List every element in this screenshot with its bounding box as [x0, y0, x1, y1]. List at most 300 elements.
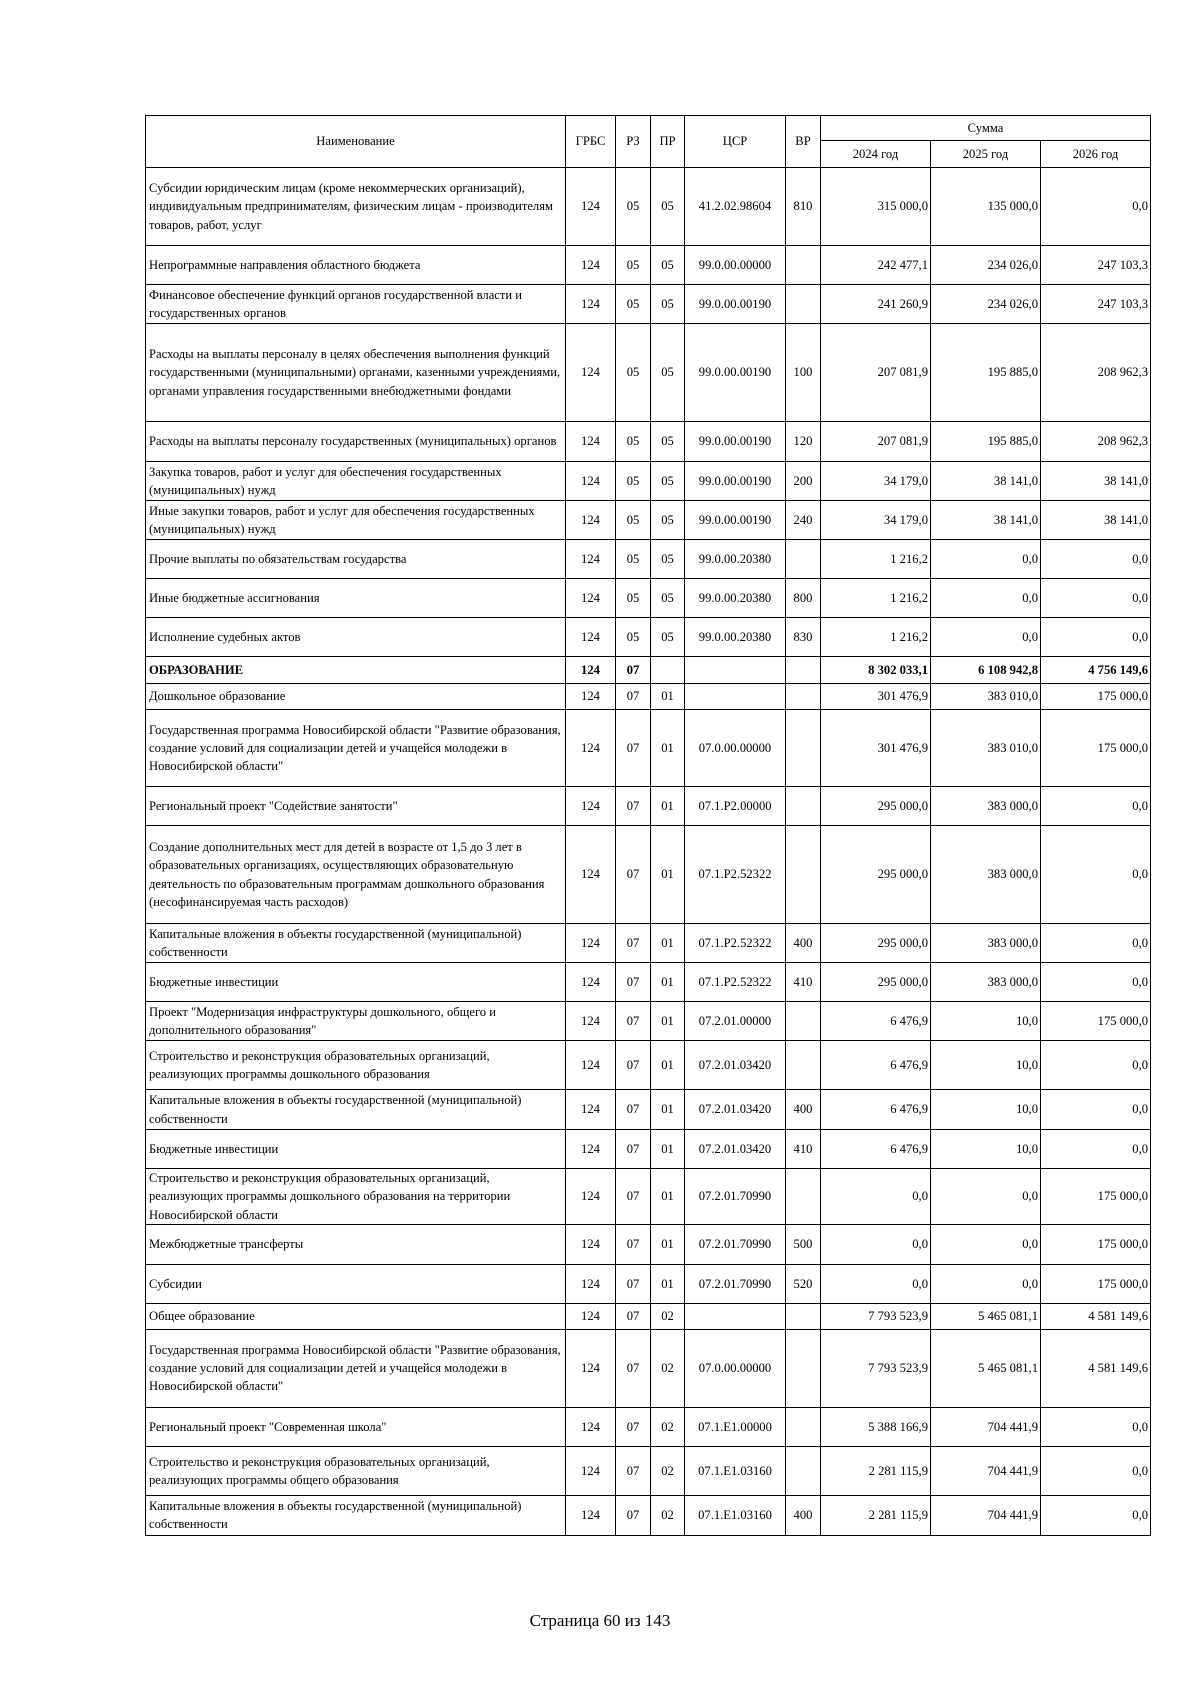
cell-csr: 07.1.P2.52322 [685, 826, 786, 924]
table-row [146, 787, 1151, 826]
cell-y2026: 0,0 [1041, 963, 1151, 1002]
table-row [146, 826, 1151, 924]
cell-csr: 99.0.00.00190 [685, 422, 786, 462]
cell-grbs: 124 [566, 285, 616, 324]
cell-name: Общее образование [146, 1303, 566, 1329]
cell-csr: 07.2.01.00000 [685, 1002, 786, 1041]
table-row [146, 1090, 1151, 1130]
cell-y2025: 10,0 [931, 1002, 1041, 1041]
cell-csr: 99.0.00.20380 [685, 540, 786, 579]
cell-vr [786, 246, 821, 285]
cell-rz: 07 [616, 787, 651, 826]
cell-y2024: 0,0 [821, 1264, 931, 1303]
cell-grbs: 124 [566, 787, 616, 826]
cell-name: Закупка товаров, работ и услуг для обеспечения государственных (муниципальных) нужд [146, 462, 566, 501]
cell-vr: 520 [786, 1264, 821, 1303]
cell-rz: 05 [616, 462, 651, 501]
cell-vr: 240 [786, 501, 821, 540]
cell-name: Расходы на выплаты персоналу в целях обеспечения выполнения функций государственными (муниципальными) органами, казенными учреждениями, органами управления государственными внебюджетными фондами [146, 324, 566, 422]
cell-grbs: 124 [566, 540, 616, 579]
cell-grbs: 124 [566, 1224, 616, 1264]
table-row [146, 579, 1151, 618]
cell-y2026: 0,0 [1041, 1041, 1151, 1090]
cell-pr: 01 [651, 826, 685, 924]
cell-pr: 01 [651, 787, 685, 826]
cell-y2026: 0,0 [1041, 1407, 1151, 1446]
cell-y2024: 0,0 [821, 1169, 931, 1225]
cell-y2024: 1 216,2 [821, 579, 931, 618]
cell-csr: 99.0.00.00190 [685, 285, 786, 324]
cell-y2025: 5 465 081,1 [931, 1329, 1041, 1407]
cell-rz: 07 [616, 1446, 651, 1495]
cell-y2024: 315 000,0 [821, 168, 931, 246]
cell-pr: 02 [651, 1329, 685, 1407]
cell-rz: 05 [616, 501, 651, 540]
cell-name: Строительство и реконструкция образовательных организаций, реализующих программы дошкольного образования на территории Новосибирской области [146, 1169, 566, 1225]
cell-y2026: 0,0 [1041, 540, 1151, 579]
cell-rz: 07 [616, 963, 651, 1002]
table-row [146, 1041, 1151, 1090]
cell-y2025: 383 010,0 [931, 684, 1041, 710]
cell-y2024: 301 476,9 [821, 684, 931, 710]
cell-pr: 05 [651, 540, 685, 579]
cell-rz: 05 [616, 618, 651, 657]
table-row [146, 684, 1151, 710]
cell-rz: 07 [616, 924, 651, 963]
cell-vr: 830 [786, 618, 821, 657]
cell-pr: 01 [651, 1224, 685, 1264]
cell-y2026: 175 000,0 [1041, 1169, 1151, 1225]
cell-rz: 07 [616, 1303, 651, 1329]
cell-y2026: 0,0 [1041, 1130, 1151, 1169]
cell-pr: 02 [651, 1495, 685, 1535]
cell-vr [786, 1169, 821, 1225]
cell-csr: 07.2.01.70990 [685, 1224, 786, 1264]
cell-vr: 200 [786, 462, 821, 501]
cell-grbs: 124 [566, 710, 616, 787]
cell-y2025: 234 026,0 [931, 246, 1041, 285]
cell-name: ОБРАЗОВАНИЕ [146, 657, 566, 684]
cell-rz: 07 [616, 1090, 651, 1130]
header-year-2026: 2026 год [1041, 141, 1151, 168]
cell-name: Прочие выплаты по обязательствам государства [146, 540, 566, 579]
table-row [146, 501, 1151, 540]
cell-y2026: 175 000,0 [1041, 1224, 1151, 1264]
cell-csr: 07.2.01.70990 [685, 1264, 786, 1303]
cell-y2024: 6 476,9 [821, 1002, 931, 1041]
cell-name: Финансовое обеспечение функций органов государственной власти и государственных органов [146, 285, 566, 324]
table-row [146, 540, 1151, 579]
cell-grbs: 124 [566, 1303, 616, 1329]
cell-vr [786, 1041, 821, 1090]
cell-y2024: 295 000,0 [821, 787, 931, 826]
cell-y2024: 295 000,0 [821, 963, 931, 1002]
cell-grbs: 124 [566, 618, 616, 657]
cell-y2026: 175 000,0 [1041, 710, 1151, 787]
cell-csr: 07.0.00.00000 [685, 710, 786, 787]
cell-y2025: 6 108 942,8 [931, 657, 1041, 684]
cell-y2025: 0,0 [931, 1224, 1041, 1264]
cell-csr [685, 684, 786, 710]
cell-y2024: 242 477,1 [821, 246, 931, 285]
cell-vr: 410 [786, 963, 821, 1002]
cell-name: Создание дополнительных мест для детей в возрасте от 1,5 до 3 лет в образовательных организациях, осуществляющих образовательную деятельность по образовательным программам дошкольного образования (несофинансируемая часть расходов) [146, 826, 566, 924]
cell-pr: 02 [651, 1407, 685, 1446]
cell-grbs: 124 [566, 1446, 616, 1495]
cell-csr: 99.0.00.00190 [685, 324, 786, 422]
cell-rz: 05 [616, 324, 651, 422]
cell-y2024: 241 260,9 [821, 285, 931, 324]
cell-y2026: 247 103,3 [1041, 246, 1151, 285]
cell-grbs: 124 [566, 924, 616, 963]
table-row [146, 963, 1151, 1002]
cell-grbs: 124 [566, 1264, 616, 1303]
cell-rz: 07 [616, 657, 651, 684]
cell-y2025: 704 441,9 [931, 1407, 1041, 1446]
cell-grbs: 124 [566, 246, 616, 285]
table-row [146, 422, 1151, 462]
cell-vr: 810 [786, 168, 821, 246]
cell-grbs: 124 [566, 579, 616, 618]
cell-y2026: 175 000,0 [1041, 684, 1151, 710]
cell-y2026: 0,0 [1041, 1090, 1151, 1130]
cell-csr: 07.1.E1.03160 [685, 1446, 786, 1495]
cell-y2024: 6 476,9 [821, 1090, 931, 1130]
cell-grbs: 124 [566, 1090, 616, 1130]
cell-rz: 07 [616, 710, 651, 787]
table-row [146, 710, 1151, 787]
cell-y2026: 0,0 [1041, 924, 1151, 963]
cell-y2024: 1 216,2 [821, 540, 931, 579]
cell-y2026: 0,0 [1041, 787, 1151, 826]
cell-grbs: 124 [566, 462, 616, 501]
cell-name: Субсидии [146, 1264, 566, 1303]
cell-pr: 02 [651, 1446, 685, 1495]
cell-y2025: 0,0 [931, 579, 1041, 618]
cell-y2025: 383 000,0 [931, 787, 1041, 826]
cell-y2026: 4 581 149,6 [1041, 1303, 1151, 1329]
cell-csr: 07.0.00.00000 [685, 1329, 786, 1407]
cell-y2025: 38 141,0 [931, 501, 1041, 540]
table-row [146, 1169, 1151, 1225]
table-row [146, 246, 1151, 285]
cell-rz: 07 [616, 1407, 651, 1446]
cell-grbs: 124 [566, 1407, 616, 1446]
cell-y2024: 34 179,0 [821, 462, 931, 501]
cell-pr: 01 [651, 1090, 685, 1130]
cell-y2024: 7 793 523,9 [821, 1303, 931, 1329]
cell-pr: 01 [651, 1169, 685, 1225]
cell-vr [786, 787, 821, 826]
cell-grbs: 124 [566, 1002, 616, 1041]
cell-y2026: 247 103,3 [1041, 285, 1151, 324]
table-row [146, 1329, 1151, 1407]
cell-name: Субсидии юридическим лицам (кроме некоммерческих организаций), индивидуальным предпринимателям, физическим лицам - производителям товаров, работ, услуг [146, 168, 566, 246]
cell-csr: 99.0.00.00190 [685, 462, 786, 501]
cell-y2024: 5 388 166,9 [821, 1407, 931, 1446]
cell-name: Региональный проект "Современная школа" [146, 1407, 566, 1446]
cell-y2026: 38 141,0 [1041, 501, 1151, 540]
header-csr: ЦСР [685, 116, 786, 168]
header-year-2024: 2024 год [821, 141, 931, 168]
table-row [146, 1002, 1151, 1041]
header-vr: ВР [786, 116, 821, 168]
cell-rz: 05 [616, 285, 651, 324]
cell-pr: 01 [651, 684, 685, 710]
cell-grbs: 124 [566, 1041, 616, 1090]
cell-rz: 07 [616, 1329, 651, 1407]
cell-vr [786, 1407, 821, 1446]
cell-y2026: 38 141,0 [1041, 462, 1151, 501]
cell-name: Иные закупки товаров, работ и услуг для обеспечения государственных (муниципальных) нужд [146, 501, 566, 540]
cell-grbs: 124 [566, 1169, 616, 1225]
header-grbs: ГРБС [566, 116, 616, 168]
cell-vr [786, 1329, 821, 1407]
cell-name: Строительство и реконструкция образовательных организаций, реализующих программы дошкольного образования [146, 1041, 566, 1090]
cell-vr [786, 826, 821, 924]
cell-y2024: 295 000,0 [821, 924, 931, 963]
cell-grbs: 124 [566, 1329, 616, 1407]
cell-y2024: 6 476,9 [821, 1130, 931, 1169]
cell-y2025: 704 441,9 [931, 1495, 1041, 1535]
cell-vr: 400 [786, 1495, 821, 1535]
cell-name: Проект "Модернизация инфраструктуры дошкольного, общего и дополнительного образования" [146, 1002, 566, 1041]
cell-y2025: 195 885,0 [931, 324, 1041, 422]
cell-y2026: 0,0 [1041, 618, 1151, 657]
cell-grbs: 124 [566, 324, 616, 422]
cell-rz: 05 [616, 168, 651, 246]
table-row [146, 657, 1151, 684]
page-number: Страница 60 из 143 [529, 1611, 671, 1630]
cell-name: Непрограммные направления областного бюджета [146, 246, 566, 285]
cell-name: Дошкольное образование [146, 684, 566, 710]
cell-name: Бюджетные инвестиции [146, 1130, 566, 1169]
cell-y2025: 5 465 081,1 [931, 1303, 1041, 1329]
cell-csr: 99.0.00.20380 [685, 579, 786, 618]
cell-csr: 99.0.00.00190 [685, 501, 786, 540]
cell-csr: 07.2.01.70990 [685, 1169, 786, 1225]
cell-y2026: 4 756 149,6 [1041, 657, 1151, 684]
cell-y2024: 2 281 115,9 [821, 1495, 931, 1535]
header-name: Наименование [146, 116, 566, 168]
table-row [146, 1303, 1151, 1329]
cell-vr [786, 710, 821, 787]
cell-pr: 01 [651, 1002, 685, 1041]
cell-name: Капитальные вложения в объекты государственной (муниципальной) собственности [146, 1495, 566, 1535]
cell-y2025: 383 010,0 [931, 710, 1041, 787]
cell-vr: 400 [786, 924, 821, 963]
cell-pr: 05 [651, 462, 685, 501]
cell-y2026: 208 962,3 [1041, 422, 1151, 462]
cell-rz: 07 [616, 826, 651, 924]
table-row [146, 168, 1151, 246]
cell-y2024: 0,0 [821, 1224, 931, 1264]
cell-y2025: 0,0 [931, 618, 1041, 657]
table-row [146, 618, 1151, 657]
cell-pr: 01 [651, 963, 685, 1002]
cell-y2026: 0,0 [1041, 168, 1151, 246]
cell-csr: 07.2.01.03420 [685, 1090, 786, 1130]
cell-pr: 05 [651, 501, 685, 540]
cell-vr: 120 [786, 422, 821, 462]
cell-y2024: 6 476,9 [821, 1041, 931, 1090]
cell-name: Иные бюджетные ассигнования [146, 579, 566, 618]
cell-rz: 05 [616, 540, 651, 579]
cell-name: Межбюджетные трансферты [146, 1224, 566, 1264]
cell-pr: 05 [651, 285, 685, 324]
cell-vr [786, 684, 821, 710]
cell-y2024: 8 302 033,1 [821, 657, 931, 684]
cell-vr [786, 285, 821, 324]
cell-y2026: 175 000,0 [1041, 1002, 1151, 1041]
cell-rz: 07 [616, 1041, 651, 1090]
cell-rz: 07 [616, 1264, 651, 1303]
cell-grbs: 124 [566, 684, 616, 710]
cell-name: Расходы на выплаты персоналу государственных (муниципальных) органов [146, 422, 566, 462]
cell-pr: 05 [651, 168, 685, 246]
cell-grbs: 124 [566, 1130, 616, 1169]
table-row [146, 324, 1151, 422]
header-sum: Сумма [821, 116, 1151, 141]
cell-csr: 07.1.E1.03160 [685, 1495, 786, 1535]
cell-y2024: 2 281 115,9 [821, 1446, 931, 1495]
cell-y2025: 10,0 [931, 1090, 1041, 1130]
cell-y2025: 0,0 [931, 1169, 1041, 1225]
cell-pr: 01 [651, 1130, 685, 1169]
cell-rz: 05 [616, 422, 651, 462]
cell-y2026: 0,0 [1041, 1495, 1151, 1535]
cell-grbs: 124 [566, 657, 616, 684]
header-year-2025: 2025 год [931, 141, 1041, 168]
cell-y2024: 1 216,2 [821, 618, 931, 657]
table-row [146, 1224, 1151, 1264]
cell-pr: 01 [651, 1041, 685, 1090]
table-row [146, 924, 1151, 963]
cell-pr: 01 [651, 710, 685, 787]
header-pr: ПР [651, 116, 685, 168]
cell-rz: 07 [616, 1169, 651, 1225]
cell-y2025: 383 000,0 [931, 924, 1041, 963]
cell-y2026: 0,0 [1041, 1446, 1151, 1495]
table-row [146, 1264, 1151, 1303]
cell-y2025: 383 000,0 [931, 826, 1041, 924]
cell-rz: 07 [616, 1495, 651, 1535]
cell-name: Государственная программа Новосибирской области "Развитие образования, создание условий для социализации детей и учащейся молодежи в Новосибирской области" [146, 1329, 566, 1407]
cell-name: Бюджетные инвестиции [146, 963, 566, 1002]
cell-pr: 05 [651, 579, 685, 618]
cell-grbs: 124 [566, 501, 616, 540]
cell-csr: 07.1.P2.52322 [685, 924, 786, 963]
cell-rz: 07 [616, 1224, 651, 1264]
cell-vr [786, 1002, 821, 1041]
cell-y2025: 38 141,0 [931, 462, 1041, 501]
table-row [146, 285, 1151, 324]
cell-vr: 800 [786, 579, 821, 618]
cell-y2026: 175 000,0 [1041, 1264, 1151, 1303]
cell-rz: 07 [616, 684, 651, 710]
cell-y2025: 383 000,0 [931, 963, 1041, 1002]
cell-vr [786, 657, 821, 684]
cell-vr: 410 [786, 1130, 821, 1169]
cell-y2024: 295 000,0 [821, 826, 931, 924]
cell-pr: 02 [651, 1303, 685, 1329]
cell-pr: 05 [651, 324, 685, 422]
cell-y2025: 0,0 [931, 540, 1041, 579]
cell-name: Строительство и реконструкция образовательных организаций, реализующих программы общего образования [146, 1446, 566, 1495]
cell-rz: 07 [616, 1130, 651, 1169]
cell-y2025: 195 885,0 [931, 422, 1041, 462]
cell-name: Государственная программа Новосибирской области "Развитие образования, создание условий для социализации детей и учащейся молодежи в Новосибирской области" [146, 710, 566, 787]
cell-y2026: 0,0 [1041, 826, 1151, 924]
cell-vr [786, 1446, 821, 1495]
cell-csr: 07.1.P2.00000 [685, 787, 786, 826]
cell-name: Региональный проект "Содействие занятости" [146, 787, 566, 826]
cell-y2025: 10,0 [931, 1130, 1041, 1169]
cell-csr [685, 1303, 786, 1329]
cell-csr: 07.2.01.03420 [685, 1041, 786, 1090]
cell-y2024: 207 081,9 [821, 422, 931, 462]
cell-y2026: 0,0 [1041, 579, 1151, 618]
cell-csr: 99.0.00.00000 [685, 246, 786, 285]
cell-vr [786, 1303, 821, 1329]
table-row [146, 1446, 1151, 1495]
cell-y2025: 704 441,9 [931, 1446, 1041, 1495]
cell-vr: 400 [786, 1090, 821, 1130]
cell-grbs: 124 [566, 826, 616, 924]
cell-csr: 07.1.E1.00000 [685, 1407, 786, 1446]
table-header [146, 116, 1151, 168]
cell-grbs: 124 [566, 963, 616, 1002]
cell-grbs: 124 [566, 1495, 616, 1535]
cell-grbs: 124 [566, 168, 616, 246]
cell-y2025: 10,0 [931, 1041, 1041, 1090]
cell-rz: 07 [616, 1002, 651, 1041]
cell-pr: 05 [651, 246, 685, 285]
cell-y2024: 301 476,9 [821, 710, 931, 787]
cell-pr [651, 657, 685, 684]
cell-name: Капитальные вложения в объекты государственной (муниципальной) собственности [146, 1090, 566, 1130]
cell-y2025: 135 000,0 [931, 168, 1041, 246]
cell-vr: 100 [786, 324, 821, 422]
table-row [146, 1130, 1151, 1169]
cell-y2026: 208 962,3 [1041, 324, 1151, 422]
cell-name: Исполнение судебных актов [146, 618, 566, 657]
header-rz: РЗ [616, 116, 651, 168]
cell-rz: 05 [616, 246, 651, 285]
cell-y2024: 34 179,0 [821, 501, 931, 540]
cell-y2025: 0,0 [931, 1264, 1041, 1303]
cell-csr: 07.1.P2.52322 [685, 963, 786, 1002]
cell-pr: 01 [651, 924, 685, 963]
cell-y2025: 234 026,0 [931, 285, 1041, 324]
cell-csr: 41.2.02.98604 [685, 168, 786, 246]
cell-y2024: 207 081,9 [821, 324, 931, 422]
cell-y2026: 4 581 149,6 [1041, 1329, 1151, 1407]
table-row [146, 1495, 1151, 1535]
cell-y2024: 7 793 523,9 [821, 1329, 931, 1407]
cell-grbs: 124 [566, 422, 616, 462]
cell-rz: 05 [616, 579, 651, 618]
cell-csr: 07.2.01.03420 [685, 1130, 786, 1169]
cell-csr [685, 657, 786, 684]
cell-csr: 99.0.00.20380 [685, 618, 786, 657]
cell-vr: 500 [786, 1224, 821, 1264]
cell-pr: 05 [651, 618, 685, 657]
cell-name: Капитальные вложения в объекты государственной (муниципальной) собственности [146, 924, 566, 963]
table-body [146, 168, 1151, 1536]
table-row [146, 1407, 1151, 1446]
cell-vr [786, 540, 821, 579]
